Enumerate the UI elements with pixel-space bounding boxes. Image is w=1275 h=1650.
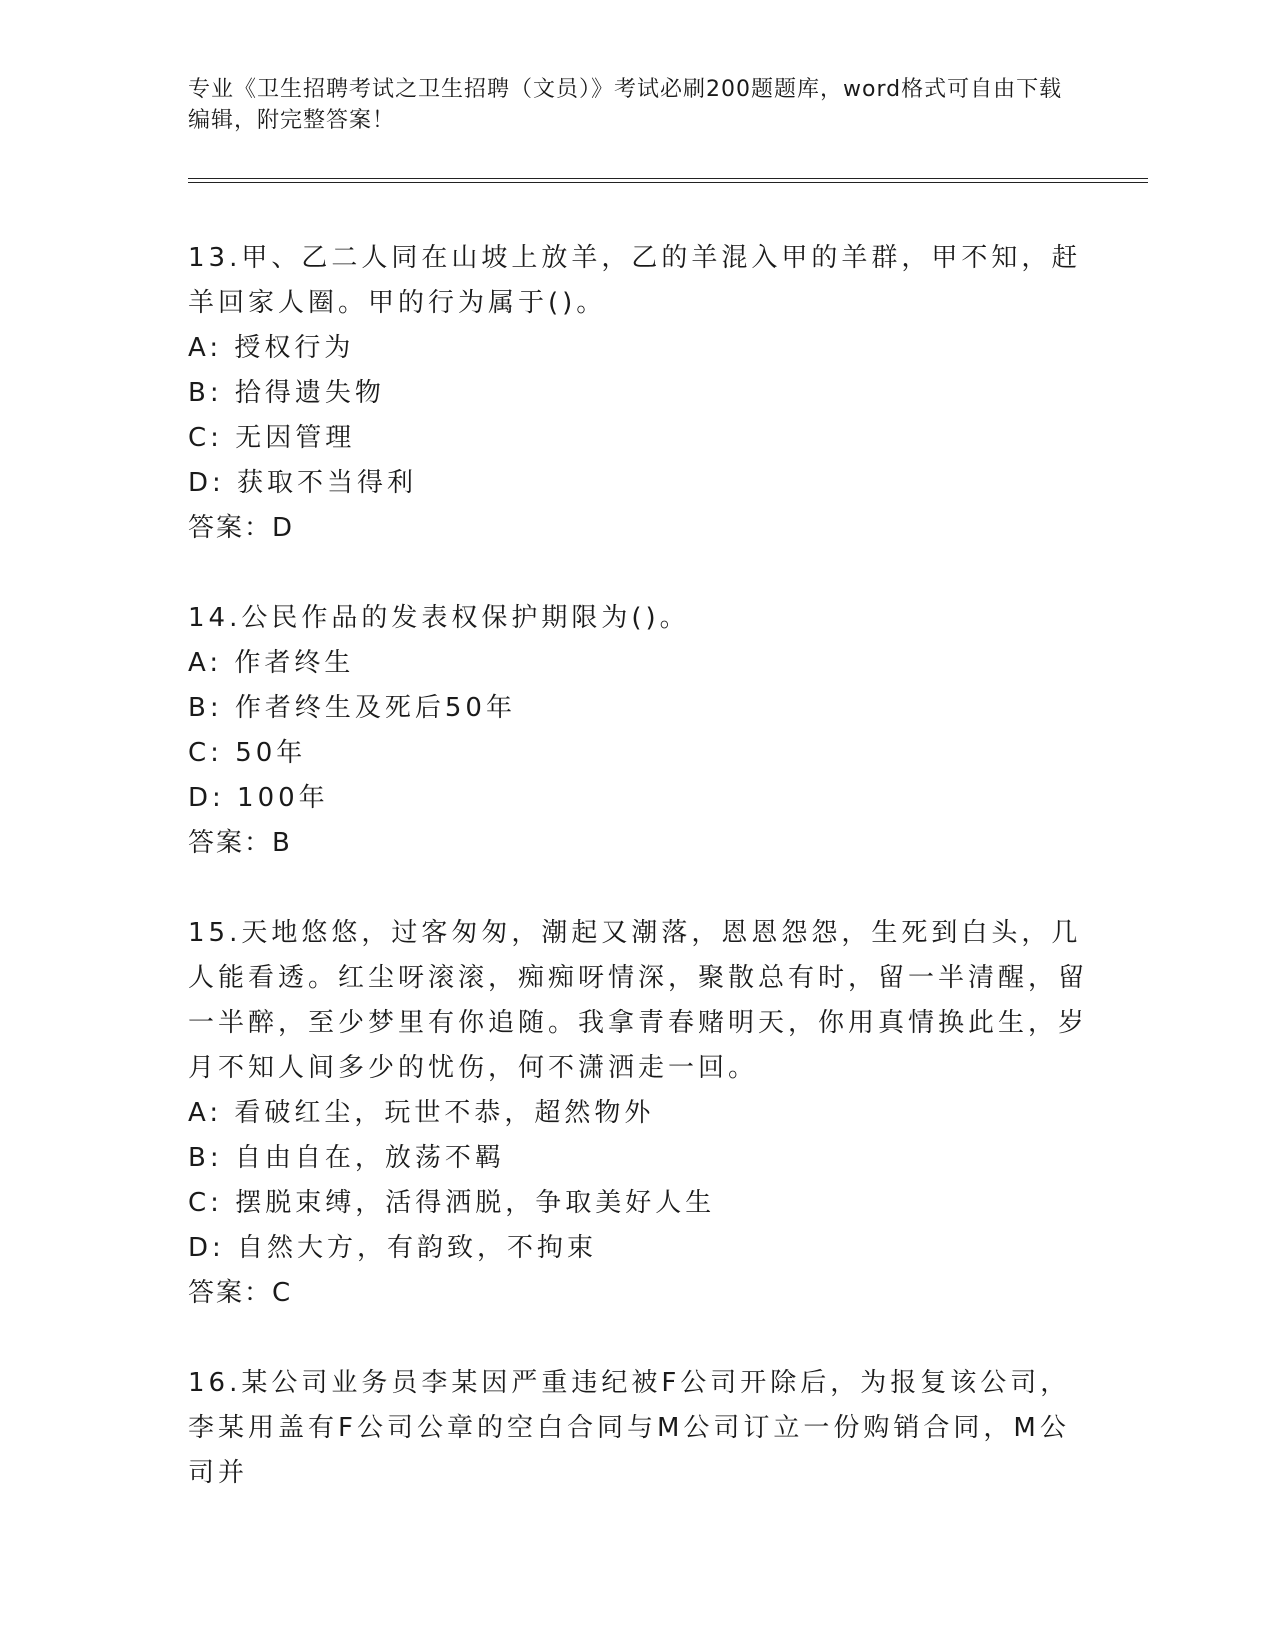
question-14 [188, 596, 1088, 866]
question-text: 16.某公司业务员李某因严重违纪被F公司开除后，为报复该公司，李某用盖有F公司公章的空白合同与M公司订立一份购销合同，M公司并 [188, 1368, 1071, 1488]
header-divider-bottom [188, 182, 1148, 183]
answer-line: 答案：B [188, 828, 292, 858]
question-13 [188, 236, 1088, 551]
option-letter: D: [188, 1233, 225, 1263]
option-text: 100年 [237, 783, 329, 813]
option-a [188, 326, 1088, 371]
option-text: 50年 [235, 738, 307, 768]
option-letter: C: [188, 738, 223, 768]
option-letter: C: [188, 1188, 223, 1218]
option-text: 作者终生 [234, 648, 355, 678]
option-letter: B: [188, 693, 223, 723]
option-letter: D: [188, 468, 225, 498]
option-b [188, 686, 1088, 731]
question-15 [188, 911, 1088, 1316]
option-letter: D: [188, 783, 225, 813]
option-text: 获取不当得利 [237, 468, 418, 498]
document-header: 专业《卫生招聘考试之卫生招聘（文员）》考试必刷200题题库，word格式可自由下载编辑，附完整答案！ [188, 77, 1063, 133]
option-d [188, 1226, 1088, 1271]
header-divider-top [188, 178, 1148, 179]
answer-line: 答案：C [188, 1278, 293, 1308]
option-text: 作者终生及死后50年 [234, 693, 516, 723]
option-a [188, 641, 1088, 686]
option-text: 看破红尘，玩世不恭，超然物外 [234, 1098, 655, 1128]
option-text: 自然大方，有韵致，不拘束 [237, 1233, 598, 1263]
question-16 [188, 1361, 1088, 1496]
option-d [188, 461, 1088, 506]
question-list [188, 236, 1088, 1541]
question-text: 14.公民作品的发表权保护期限为()。 [188, 603, 690, 633]
option-letter: A: [188, 648, 223, 678]
option-text: 自由自在，放荡不羁 [234, 1143, 505, 1173]
option-letter: B: [188, 378, 223, 408]
option-letter: A: [188, 333, 223, 363]
question-text: 13.甲、乙二人同在山坡上放羊，乙的羊混入甲的羊群，甲不知，赶羊回家人圈。甲的行为属于()。 [188, 243, 1082, 318]
option-a [188, 1091, 1088, 1136]
option-d [188, 776, 1088, 821]
option-text: 拾得遗失物 [234, 378, 385, 408]
option-letter: B: [188, 1143, 223, 1173]
option-letter: A: [188, 1098, 223, 1128]
option-text: 摆脱束缚，活得洒脱，争取美好人生 [235, 1188, 716, 1218]
option-text: 授权行为 [234, 333, 355, 363]
option-text: 无因管理 [235, 423, 356, 453]
option-c [188, 731, 1088, 776]
option-b [188, 371, 1088, 416]
option-c [188, 1181, 1088, 1226]
question-text: 15.天地悠悠，过客匆匆，潮起又潮落，恩恩怨怨，生死到白头，几人能看透。红尘呀滚滚，痴痴呀情深，聚散总有时，留一半清醒，留一半醉，至少梦里有你追随。我拿青春赌明天，你用真情换此生，岁月不知人间多少的忧伤，何不潇洒走一回。 [188, 918, 1089, 1083]
option-c [188, 416, 1088, 461]
answer-line: 答案：D [188, 513, 295, 543]
option-b [188, 1136, 1088, 1181]
option-letter: C: [188, 423, 223, 453]
